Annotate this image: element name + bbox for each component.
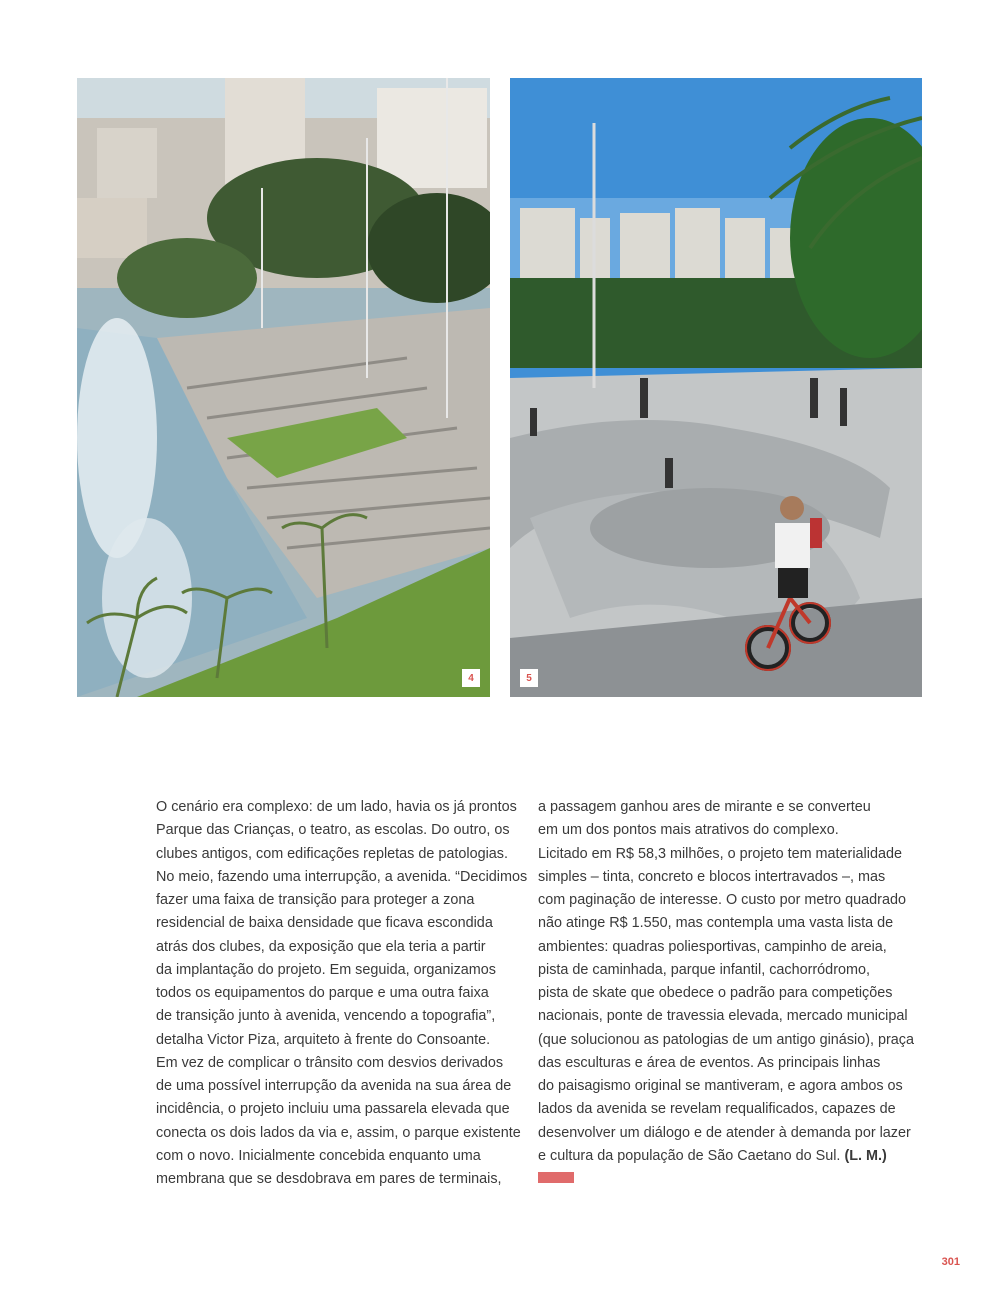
text-line: a passagem ganhou ares de mirante e se converteu [538, 799, 871, 815]
text-line: simples – tinta, concreto e blocos intertravados –, mas [538, 868, 886, 885]
text-line: da implantação do projeto. Em seguida, organizamos [156, 961, 496, 978]
closing-text: e cultura da população de São Caetano do Sul. [538, 1147, 841, 1164]
text-line: membrana que se desdobrava em pares de terminais, [156, 1171, 502, 1187]
text-line: das esculturas e área de eventos. As principais linhas [538, 1054, 881, 1071]
text-line: de uma possível interrupção da avenida na sua área de [156, 1078, 512, 1094]
figure-number: 4 [462, 669, 480, 687]
article-column-left [156, 796, 528, 1191]
park-fountain-image [77, 78, 490, 697]
text-line: fazer uma faixa de transição para proteger a zona [156, 892, 475, 908]
text-line: O cenário era complexo: de um lado, havia os já prontos [156, 799, 517, 815]
text-line: detalha Victor Piza, arquiteto à frente do Consoante. [156, 1031, 491, 1048]
author-signature: (L. M.) [844, 1147, 887, 1164]
text-line: clubes antigos, com edificações repletas de patologias. [156, 845, 508, 862]
figure-number: 5 [520, 669, 538, 687]
skate-park-image [510, 78, 922, 697]
text-line: nacionais, ponte de travessia elevada, mercado municipal [538, 1008, 908, 1025]
text-line: ambientes: quadras poliesportivas, campinho de areia, [538, 938, 887, 955]
text-line: desenvolver um diálogo e de atender à demanda por lazer [538, 1124, 911, 1141]
text-line: conecta os dois lados da via e, assim, o parque existente [156, 1124, 521, 1141]
text-line: (que solucionou as patologias de um antigo ginásio), praça [538, 1031, 914, 1048]
text-line: atrás dos clubes, da exposição que ela teria a partir [156, 938, 486, 955]
text-line: com paginação de interesse. O custo por metro quadrado [538, 892, 906, 908]
text-line: todos os equipamentos do parque e uma outra faixa [156, 985, 489, 1001]
text-line: residencial de baixa densidade que ficava escondida [156, 915, 493, 932]
text-line-last [538, 1145, 888, 1168]
page-number: 301 [941, 1256, 960, 1268]
park-fountain-photo [77, 78, 490, 697]
text-line: Parque das Crianças, o teatro, as escolas. Do outro, os [156, 822, 510, 839]
text-line: lados da avenida se revelam requalificados, capazes de [538, 1101, 896, 1118]
text-line: de transição junto à avenida, vencendo a topografia”, [156, 1008, 496, 1025]
text-line: com o novo. Inicialmente concebida enquanto uma [156, 1147, 481, 1164]
text-line: No meio, fazendo uma interrupção, a avenida. “Decidimos [156, 868, 528, 885]
text-line: Em vez de complicar o trânsito com desvios derivados [156, 1054, 504, 1071]
text-line: em um dos pontos mais atrativos do complexo. [538, 822, 839, 839]
article-end-mark [538, 1172, 574, 1183]
text-line: pista de caminhada, parque infantil, cachorródromo, [538, 961, 870, 978]
text-line: pista de skate que obedece o padrão para competições [538, 985, 893, 1001]
text-line: incidência, o projeto incluiu uma passarela elevada que [156, 1101, 510, 1118]
text-line: não atinge R$ 1.550, mas contempla uma vasta lista de [538, 915, 894, 932]
text-line: do paisagismo original se mantiveram, e agora ambos os [538, 1078, 903, 1094]
text-line: Licitado em R$ 58,3 milhões, o projeto tem materialidade [538, 845, 902, 862]
article-column-right [538, 796, 914, 1168]
skate-park-photo [510, 78, 922, 697]
